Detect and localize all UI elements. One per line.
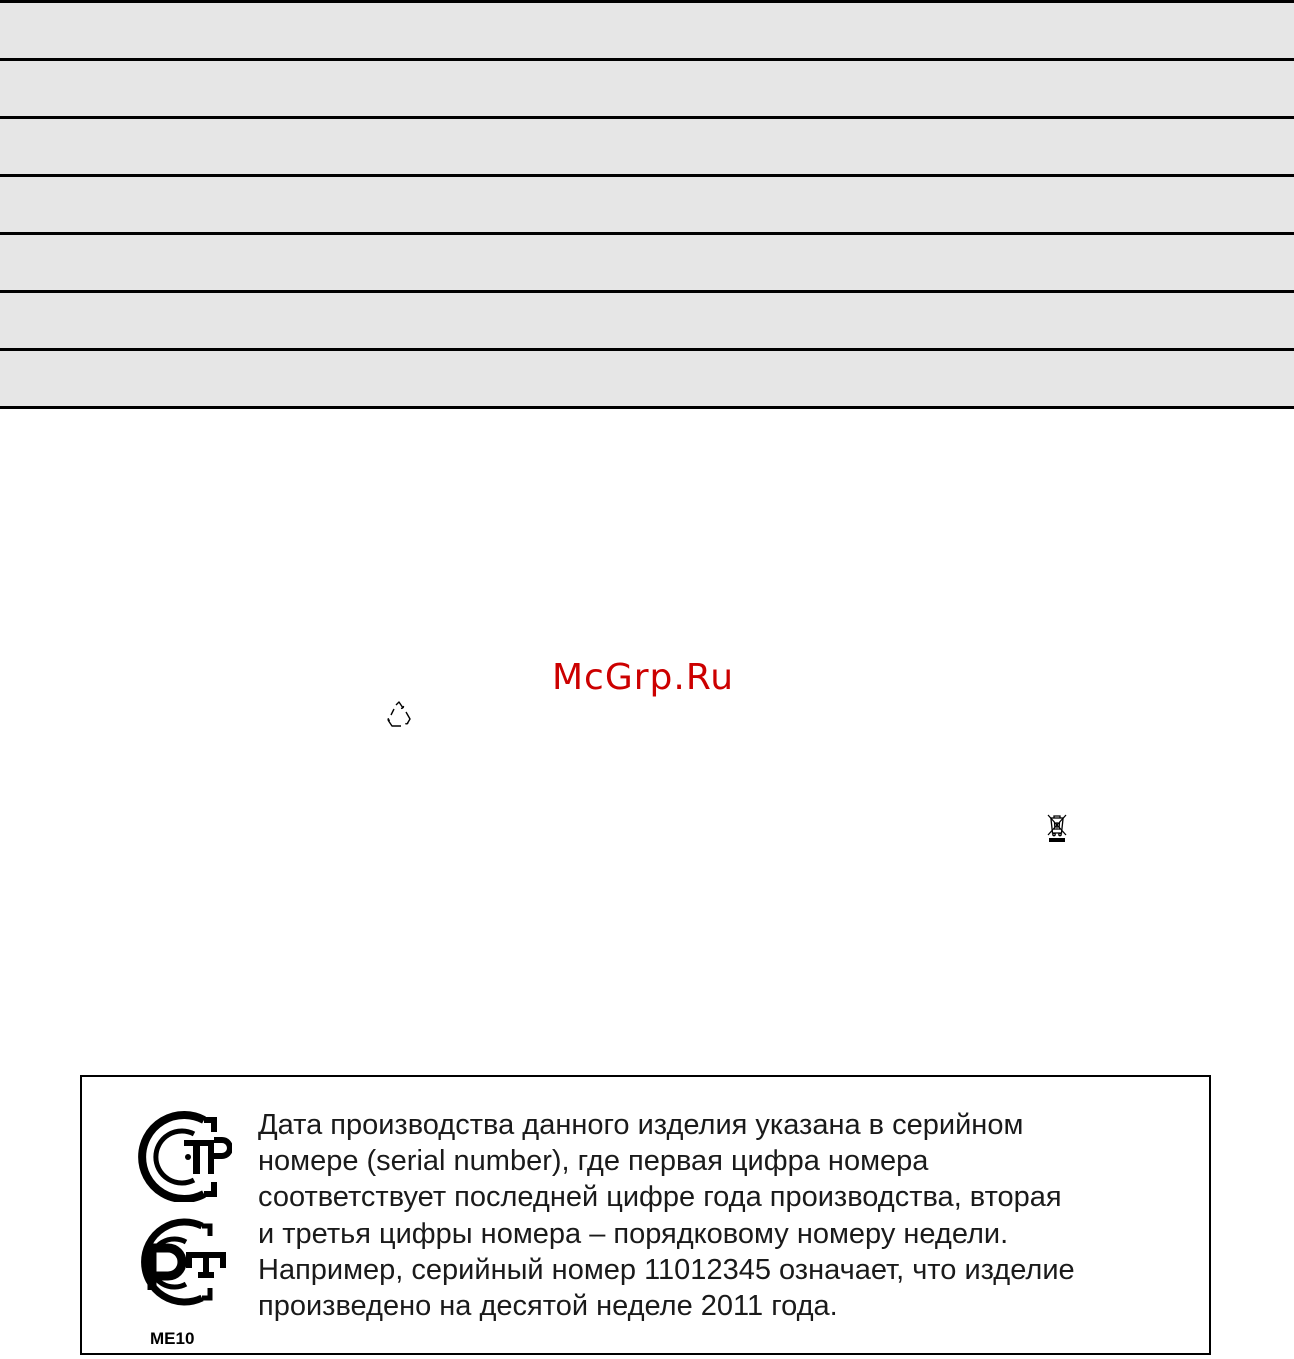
notice-line: и третья цифры номера – порядковому номеру недели. bbox=[258, 1217, 1009, 1250]
table-row-band bbox=[0, 290, 1294, 348]
notice-line: произведено на десятой неделе 2011 года. bbox=[258, 1290, 838, 1323]
table-row-band bbox=[0, 232, 1294, 290]
table-row-band bbox=[0, 116, 1294, 174]
table-bottom-rule bbox=[0, 406, 1294, 409]
notice-text bbox=[258, 1107, 1198, 1324]
recycle-icon bbox=[384, 700, 414, 730]
production-date-notice bbox=[80, 1075, 1211, 1355]
notice-line: номере (serial number), где первая цифра номера bbox=[258, 1145, 929, 1178]
notice-line: соответствует последней цифре года производства, вторая bbox=[258, 1181, 1062, 1214]
pct-certification-icon bbox=[124, 1212, 232, 1312]
watermark-text: McGrp.Ru bbox=[552, 657, 735, 698]
certification-marks bbox=[124, 1110, 234, 1348]
crossed-out-bin-icon bbox=[1044, 811, 1070, 843]
gost-tr-certification-icon bbox=[124, 1110, 232, 1202]
notice-line: Например, серийный номер 11012345 означает, что изделие bbox=[258, 1253, 1075, 1286]
table-row-band bbox=[0, 0, 1294, 58]
notice-line: Дата производства данного изделия указана в серийном bbox=[258, 1109, 1024, 1141]
table-row-band bbox=[0, 58, 1294, 116]
table-row-band bbox=[0, 348, 1294, 406]
table-row-band bbox=[0, 174, 1294, 232]
certification-code: ME10 bbox=[150, 1329, 195, 1348]
